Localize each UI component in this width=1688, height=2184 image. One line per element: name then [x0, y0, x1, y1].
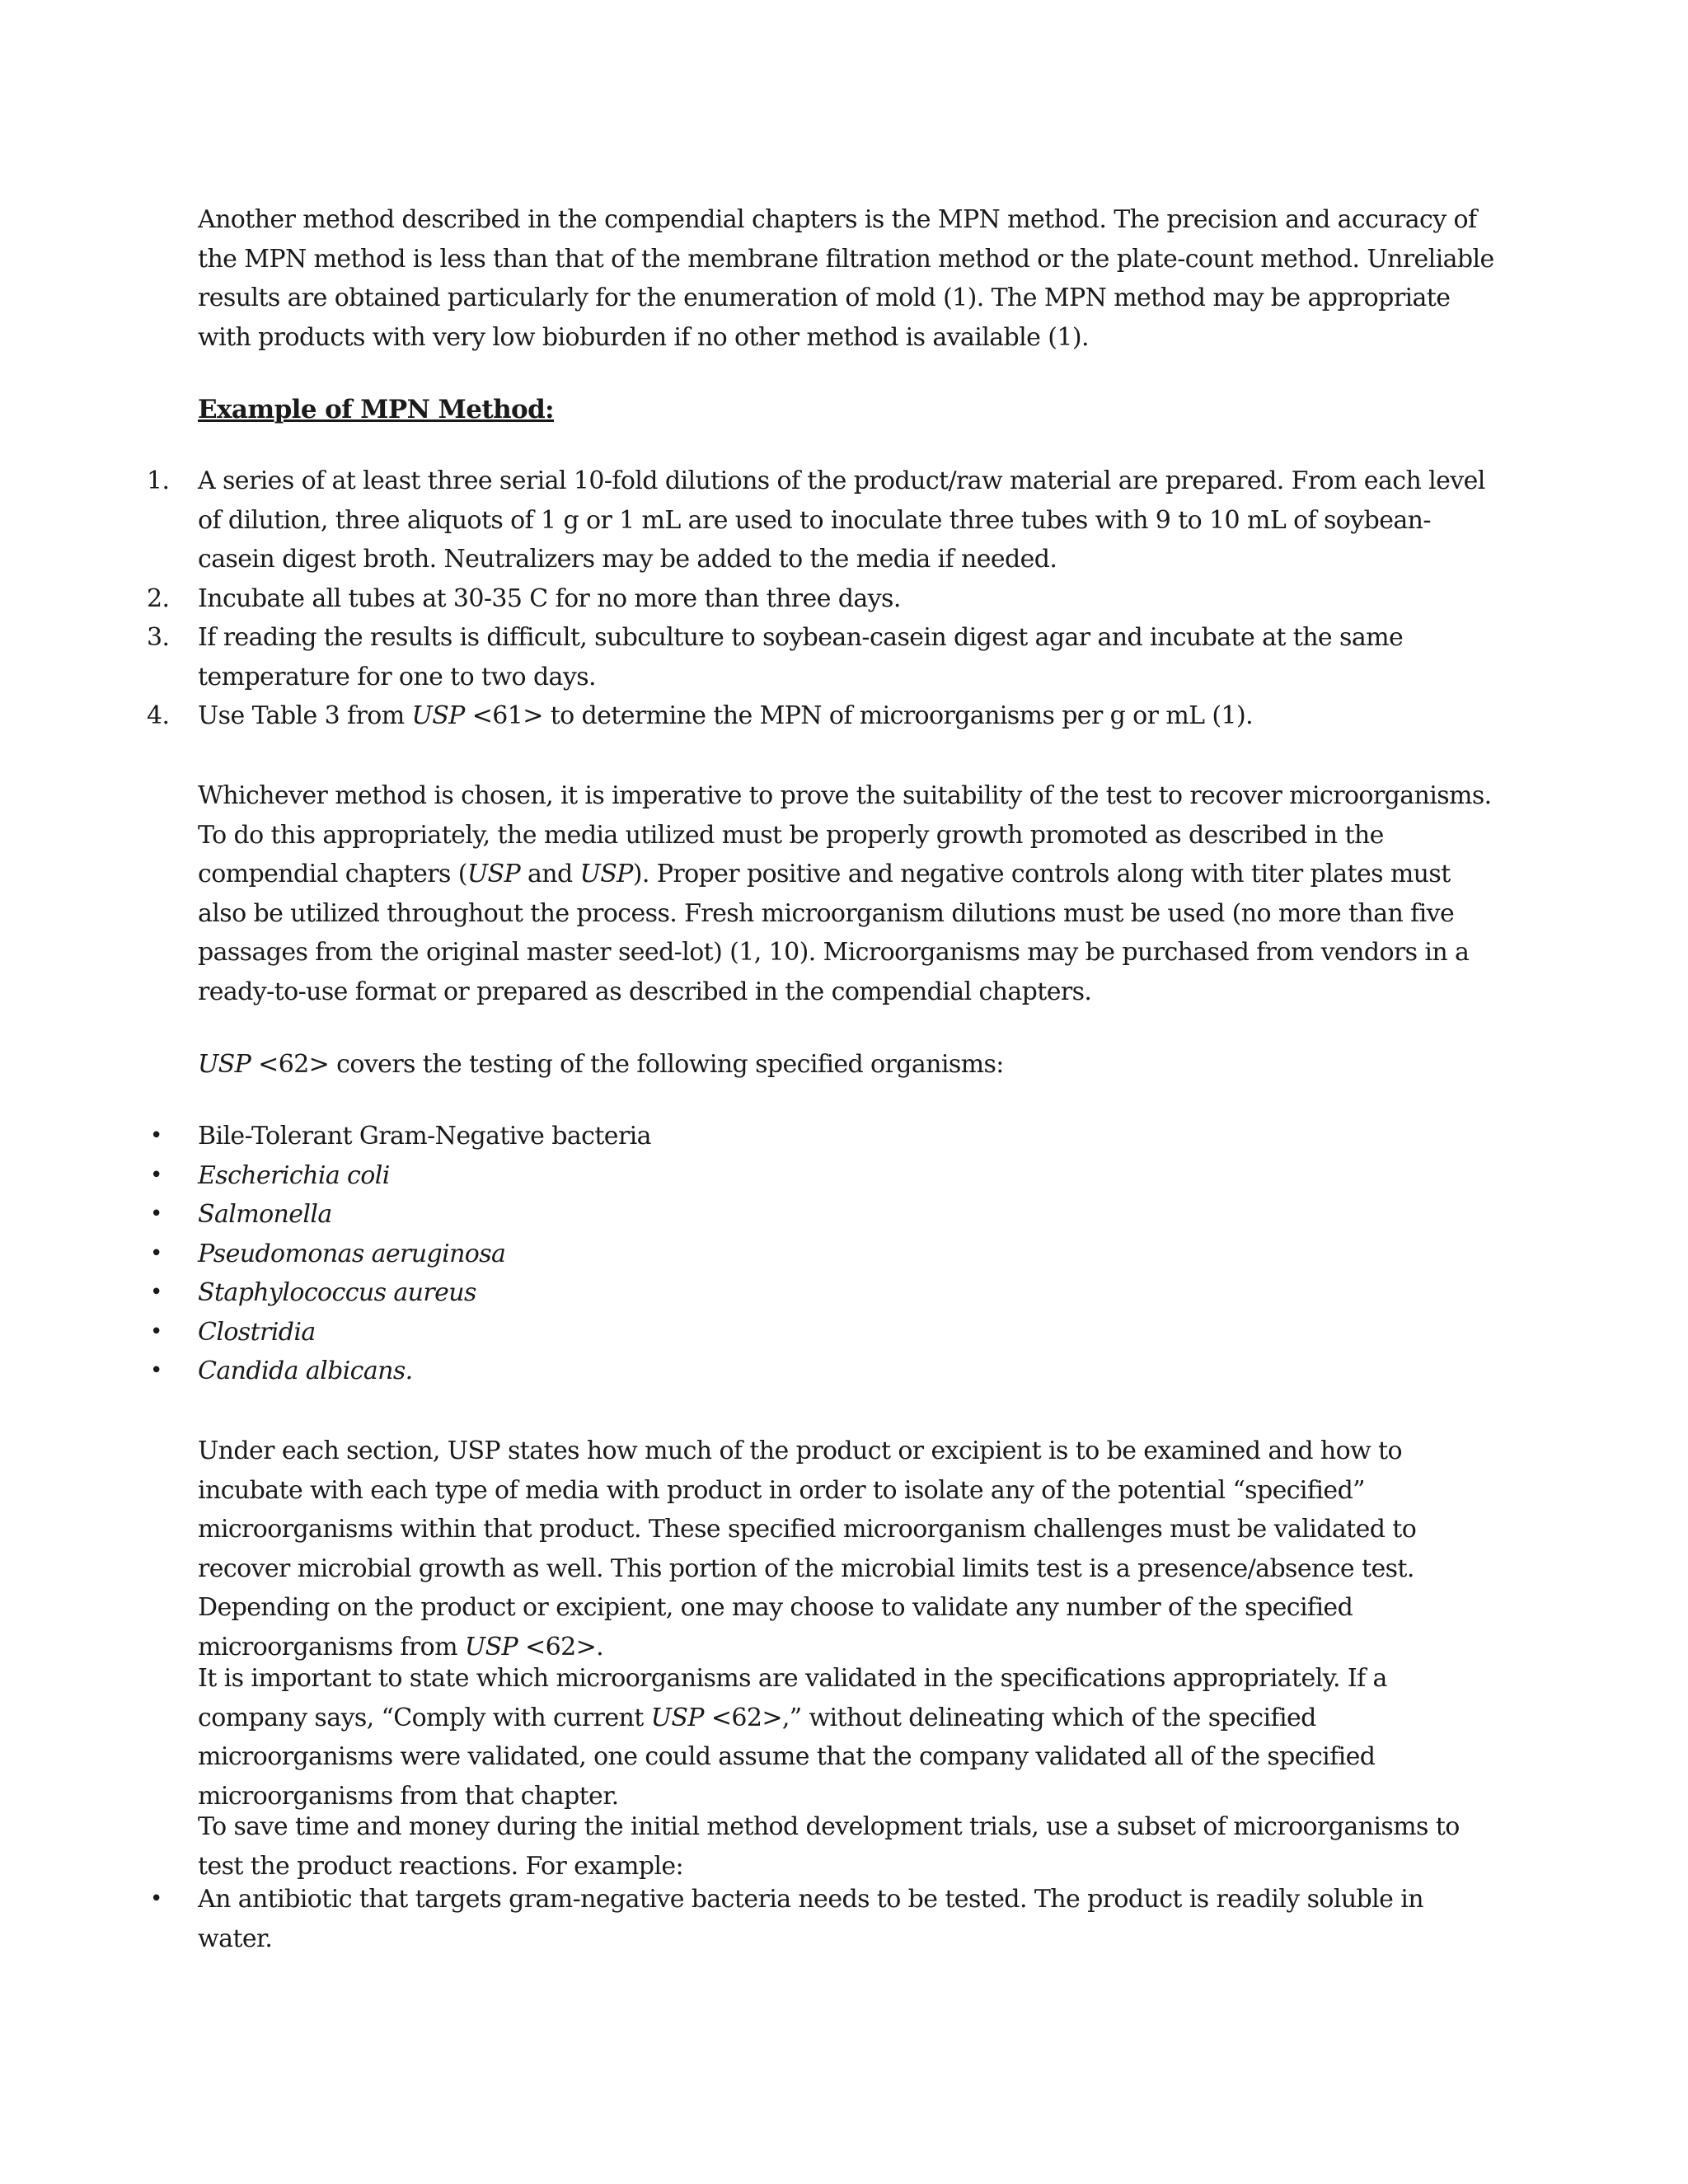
- list-item-text: If reading the results is difficult, subculture to soybean-casein digest agar and incubate at the same temperature for one to two days.: [198, 623, 1404, 691]
- paragraph-sections: Under each section, USP states how much of the product or excipient is to be examined and how to incubate with each type of media with product in order to isolate any of the potential “specified” microorganisms within that product. These specified microorganism challenges must be validated to recover microbial growth as well. This portion of the microbial limits test is a presence/absence test. Depending on the product or excipient, one may choose to validate any number of the specified microorganisms from USP <62>.: [198, 1436, 1417, 1661]
- list-item-text: A series of at least three serial 10-fold dilutions of the product/raw material are prepared. From each level of dilution, three aliquots of 1 g or 1 mL are used to inoculate three tubes with 9 to 10 mL of soybean-casein digest broth. Neutralizers may be added to the media if needed.: [198, 466, 1485, 574]
- section-heading: Example of MPN Method:: [198, 395, 555, 424]
- paragraph-suitability: Whichever method is chosen, it is imperative to prove the suitability of the test to recover microorganisms. To do this appropriately, the media utilized must be properly growth promoted as described in the compendial chapters (USP and USP). Proper positive and negative controls along with titer plates must also be utilized throughout the process. Fresh microorganism dilutions must be used (no more than five passages from the original master seed-lot) (1, 10). Microorganisms may be purchased from vendors in a ready-to-use format or prepared as described in the compendial chapters.: [198, 781, 1492, 1006]
- example-text: An antibiotic that targets gram-negative bacteria needs to be tested. The product is readily soluble in water.: [198, 1885, 1423, 1953]
- list-item: [150, 1117, 1500, 1156]
- list-item: [147, 462, 1500, 579]
- organism-name: Clostridia: [198, 1317, 316, 1347]
- bullet-icon: •: [150, 1886, 162, 1911]
- list-number: 1.: [147, 466, 170, 495]
- list-item: [150, 1313, 1500, 1352]
- list-item: [147, 579, 1500, 619]
- organisms-list: [150, 1117, 1500, 1391]
- organism-name: Salmonella: [198, 1200, 332, 1229]
- organism-name: Pseudomonas aeruginosa: [198, 1239, 506, 1268]
- bullet-icon: •: [150, 1319, 162, 1344]
- paragraph-mpn-intro: Another method described in the compendial chapters is the MPN method. The precision and accuracy of the MPN method is less than that of the membrane filtration method or the plate-count method. Unreliable results are obtained particularly for the enumeration of mold (1). The MPN method may be appropriate with products with very low bioburden if no other method is available (1).: [198, 205, 1494, 352]
- organism-name: Staphylococcus aureus: [198, 1278, 476, 1307]
- list-item: [147, 618, 1500, 696]
- bullet-icon: •: [150, 1162, 162, 1188]
- organism-name: Bile-Tolerant Gram-Negative bacteria: [198, 1122, 651, 1151]
- list-item-text: Use Table 3 from USP <61> to determine the MPN of microorganisms per g or mL (1).: [198, 701, 1254, 730]
- paragraph-usp62: USP <62> covers the testing of the following specified organisms:: [198, 1050, 1004, 1079]
- organism-name: Escherichia coli: [198, 1160, 390, 1190]
- list-item: [150, 1195, 1500, 1235]
- paragraph-specifications: It is important to state which microorganisms are validated in the specifications appropriately. If a company says, “Comply with current USP <62>,” without delineating which of the specified microorganisms were validated, one could assume that the company validated all of the specified microorganisms from that chapter.: [198, 1664, 1387, 1811]
- bullet-icon: •: [150, 1123, 162, 1148]
- example-list: [150, 1880, 1500, 1958]
- organism-name: Candida albicans.: [198, 1357, 413, 1385]
- mpn-steps-list: [147, 462, 1500, 736]
- list-item: [150, 1273, 1500, 1313]
- list-item-text: Incubate all tubes at 30-35 C for no more than three days.: [198, 583, 901, 613]
- list-item: [147, 696, 1500, 736]
- bullet-icon: •: [150, 1202, 162, 1226]
- list-number: 3.: [147, 623, 170, 652]
- list-item: [150, 1880, 1500, 1958]
- list-number: 4.: [147, 701, 170, 730]
- list-item: [150, 1352, 1500, 1391]
- bullet-icon: •: [150, 1358, 162, 1383]
- paragraph-save-time: To save time and money during the initial method development trials, use a subset of microorganisms to test the product reactions. For example:: [198, 1812, 1460, 1881]
- list-item: [150, 1156, 1500, 1196]
- bullet-icon: •: [150, 1240, 162, 1266]
- list-number: 2.: [147, 583, 170, 613]
- list-item: [150, 1235, 1500, 1274]
- bullet-icon: •: [150, 1280, 162, 1305]
